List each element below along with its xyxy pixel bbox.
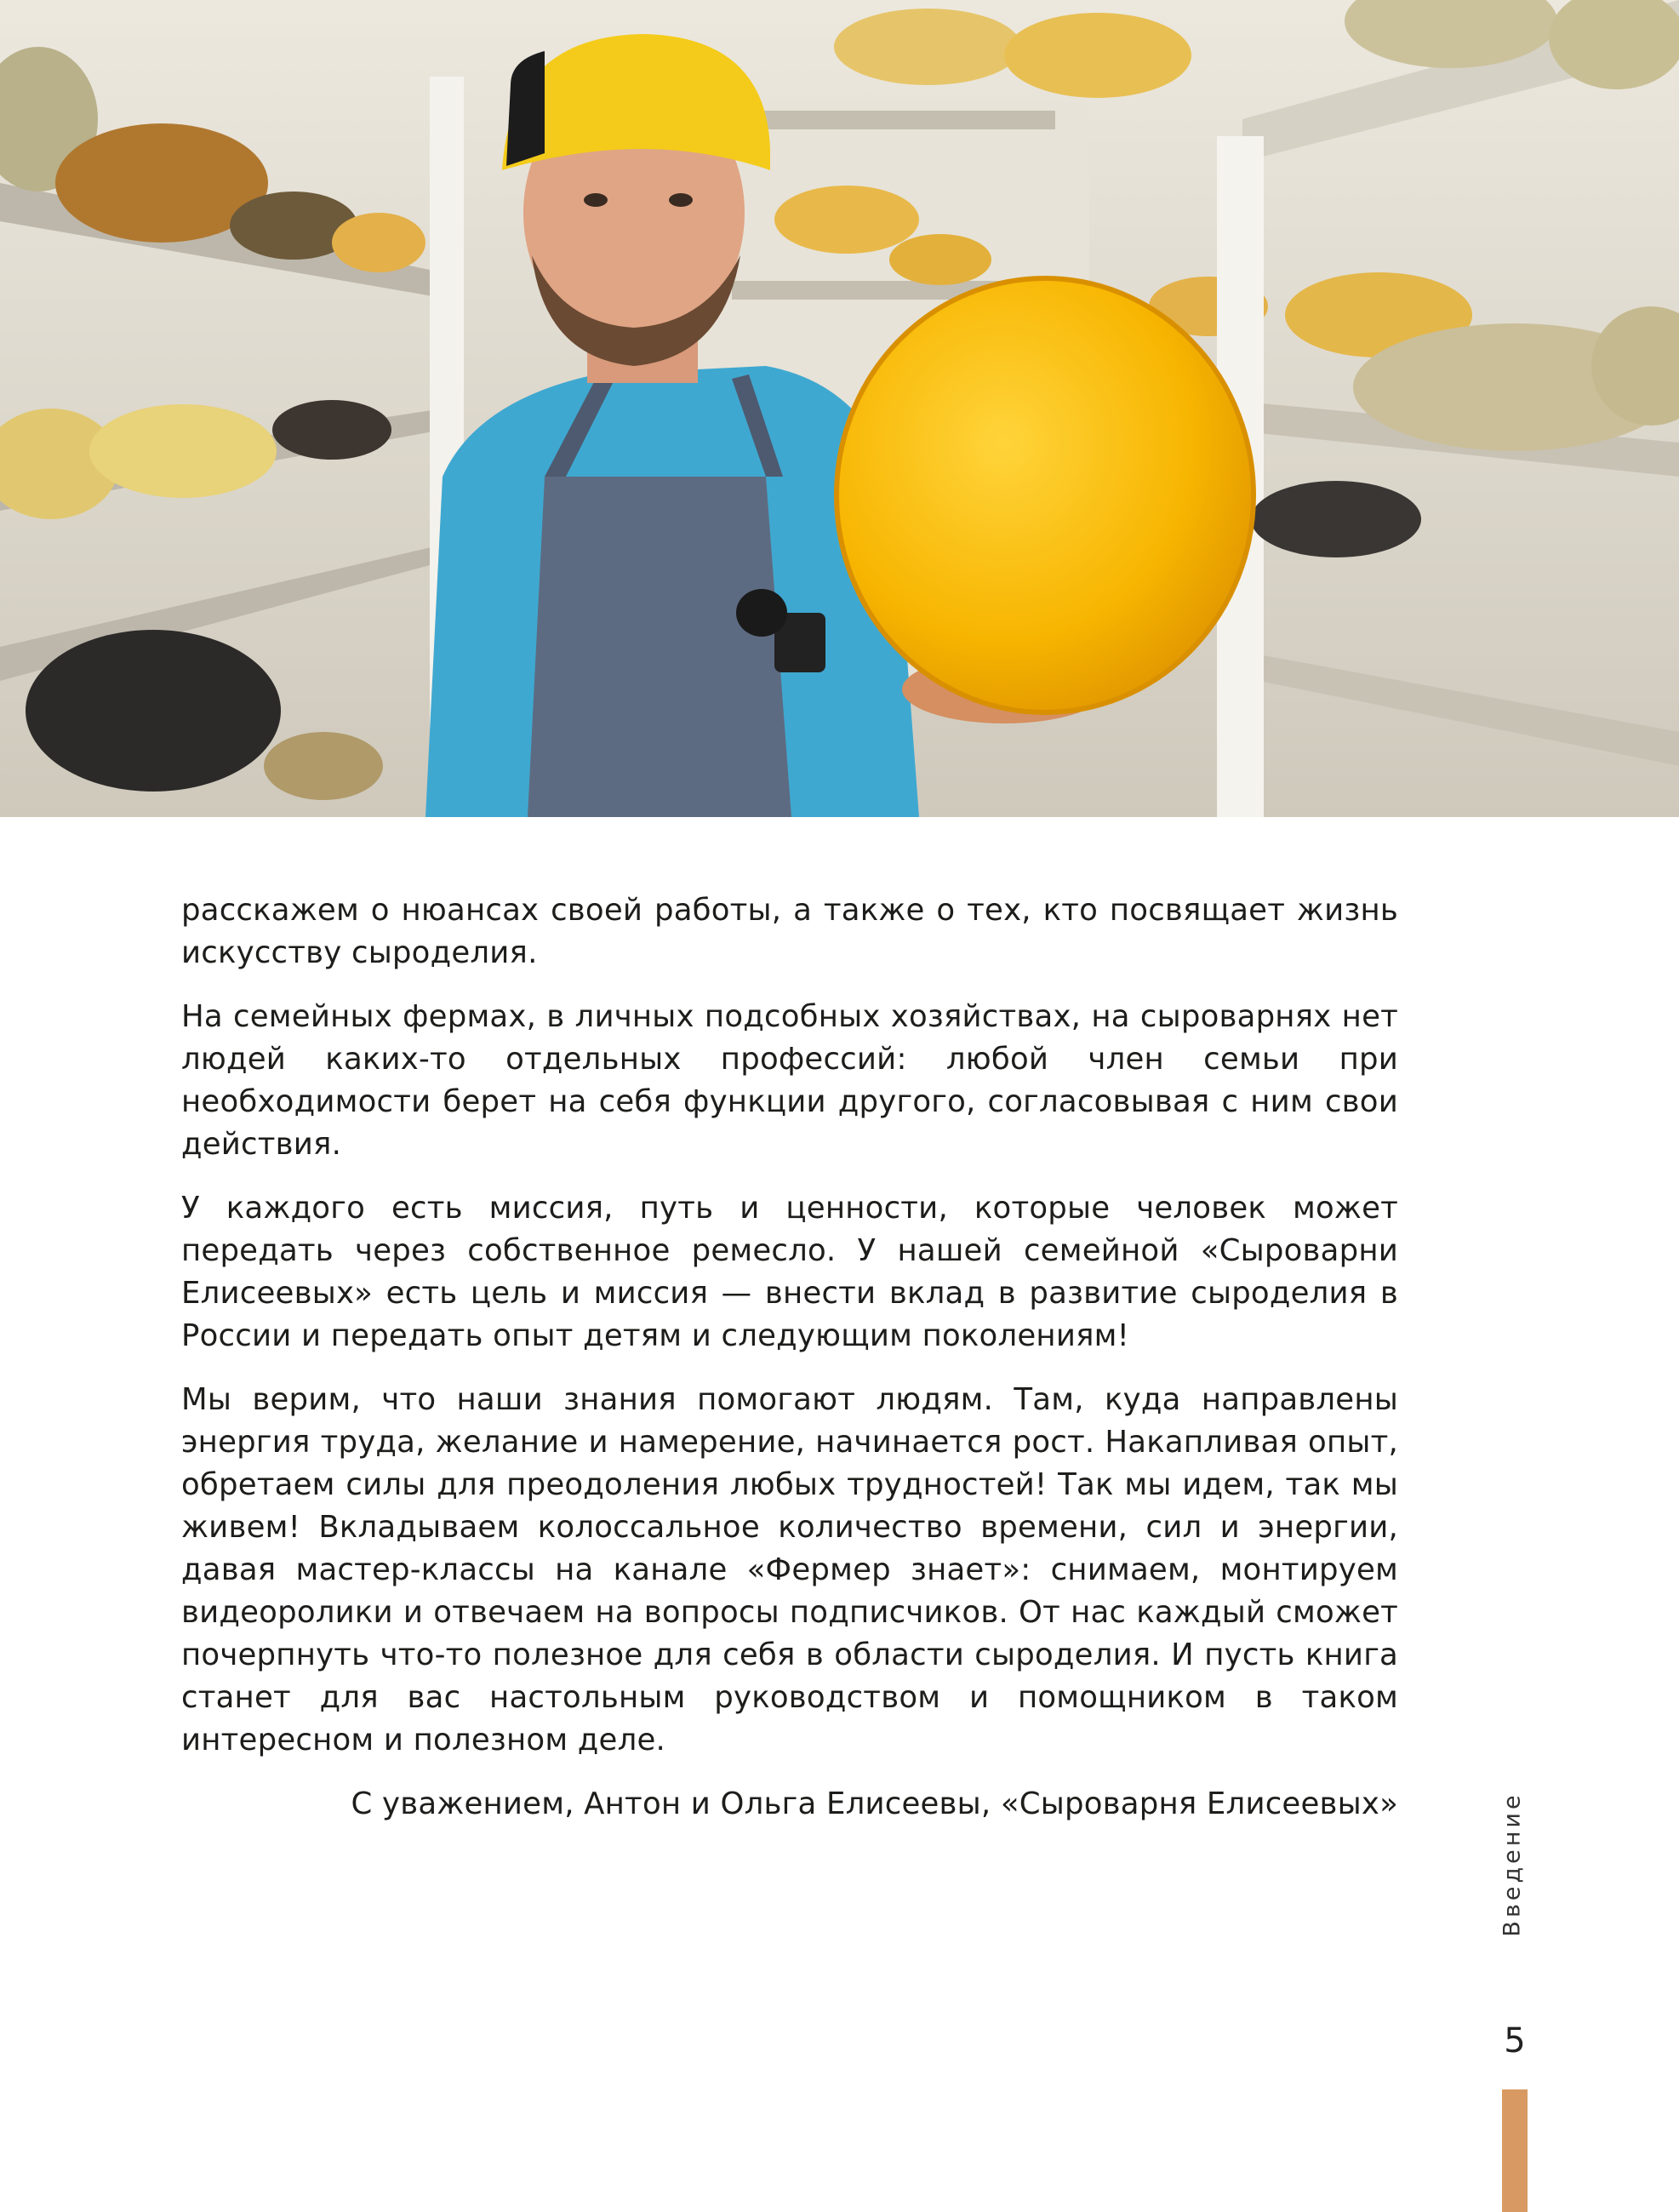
paragraph: Мы верим, что наши знания помогают людям. Там, куда направлены энергия труда, желание и намерение, начинается рост. Накапливая опыт, обретаем силы для преодоления любых трудностей! Так мы идем, так мы живем! Вкладываем колоссальное количество времени, сил и энергии, давая мастер-классы на канале «Фермер знает»: снимаем, монтируем видеоролики и отвечаем на вопросы подписчиков. От нас каждый сможет почерпнуть что-то полезное для себя в области сыроделия. И пусть книга станет для вас настольным руководством и помощником в таком интересном и полезном деле.	[181, 1382, 1398, 1758]
paragraph: На семейных фермах, в личных подсобных хозяйствах, на сыроварнях нет людей каких-то отдельных профессий: любой член семьи при необходимости берет на себя функции другого, согласовывая с ним свои действия.	[181, 999, 1398, 1162]
signature: С уважением, Антон и Ольга Елисеевы, «Сыроварня Елисеевых»	[351, 1786, 1398, 1821]
section-label-text: Введение	[1499, 1791, 1526, 1937]
paragraph: расскажем о нюансах своей работы, а также о тех, кто посвящает жизнь искусству сыроделия.	[181, 893, 1398, 970]
paragraph: У каждого есть миссия, путь и ценности, которые человек может передать через собственное ремесло. У нашей семейной «Сыроварни Елисеевых» есть цель и миссия — внести вклад в развитие сыроделия в России и передать опыт детям и следующим поколениям!	[181, 1191, 1398, 1353]
section-label	[1491, 1787, 1533, 1941]
cheesemaker-photo	[0, 0, 1679, 817]
body-text	[181, 889, 1398, 1847]
accent-bar	[1502, 2089, 1528, 2212]
page-number: 5	[1504, 2021, 1526, 2061]
